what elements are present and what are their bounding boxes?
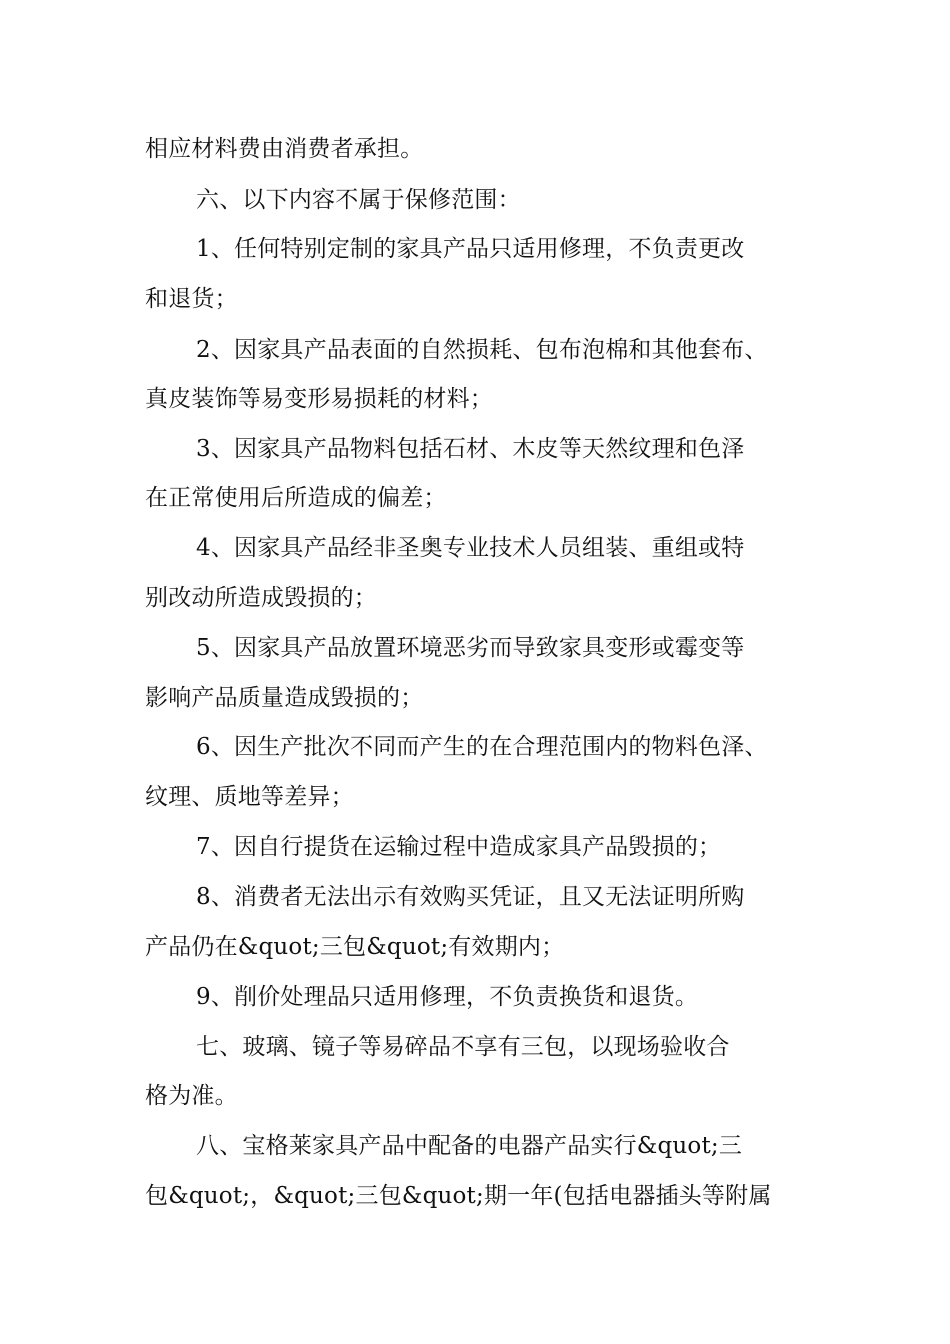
section-heading: 七、玻璃、镜子等易碎品不享有三包，以现场验收合 [196,1034,730,1060]
text-line: 格为准。 [145,1083,238,1109]
text-line: 2、因家具产品表面的自然损耗、包布泡棉和其他套布、 [196,337,768,363]
text-line: 3、因家具产品物料包括石材、木皮等天然纹理和色泽 [196,436,745,462]
text-line: 纹理、质地等差异； [145,784,354,810]
text-line: 影响产品质量造成毁损的； [145,685,424,711]
text-line: 在正常使用后所造成的偏差； [145,485,447,511]
section-heading: 六、以下内容不属于保修范围： [196,187,521,213]
text-line: 5、因家具产品放置环境恶劣而导致家具变形或霉变等 [196,635,745,661]
text-line: 产品仍在&quot;三包&quot;有效期内； [145,934,565,960]
text-line: 真皮装饰等易变形易损耗的材料； [145,386,493,412]
text-line: 9、削价处理品只适用修理，不负责换货和退货。 [196,984,699,1010]
text-line: 相应材料费由消费者承担。 [145,136,424,162]
text-line: 4、因家具产品经非圣奥专业技术人员组装、重组或特 [196,535,745,561]
text-line: 7、因自行提货在运输过程中造成家具产品毁损的； [196,834,722,860]
text-line: 和退货； [145,286,238,312]
text-line: 1、任何特别定制的家具产品只适用修理，不负责更改 [196,236,745,262]
section-heading: 八、宝格莱家具产品中配备的电器产品实行&quot;三 [196,1133,743,1159]
text-line: 别改动所造成毁损的； [145,585,377,611]
text-line: 6、因生产批次不同而产生的在合理范围内的物料色泽、 [196,734,768,760]
text-line: 8、消费者无法出示有效购买凭证，且又无法证明所购 [196,884,745,910]
text-line: 包&quot;，&quot;三包&quot;期一年(包括电器插头等附属 [145,1183,772,1209]
